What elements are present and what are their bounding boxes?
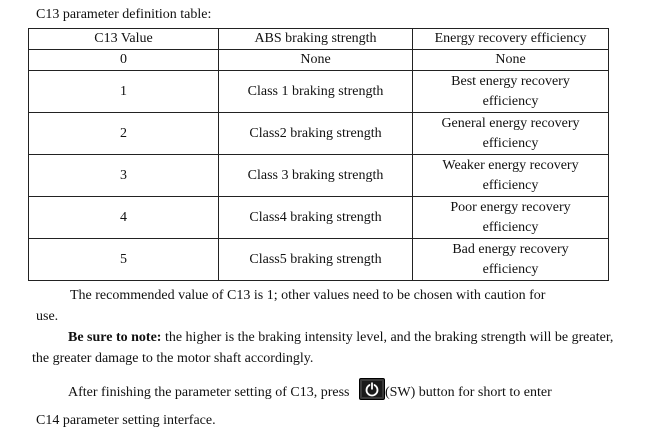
cell-efficiency-line2: efficiency: [482, 93, 539, 109]
cell-efficiency-line1: Best energy recovery: [451, 73, 570, 89]
table-row: [29, 239, 609, 281]
cell-value: 5: [29, 239, 219, 281]
power-button-icon: [359, 378, 385, 400]
instruction-paragraph: [36, 378, 629, 435]
table-header-row: [29, 29, 609, 50]
cell-efficiency: [413, 155, 609, 197]
header-c13-value: C13 Value: [29, 29, 219, 50]
cell-efficiency: [413, 197, 609, 239]
cell-efficiency-line2: efficiency: [482, 219, 539, 235]
recommendation-paragraph: [36, 285, 623, 327]
cell-efficiency: [413, 113, 609, 155]
cell-efficiency: [413, 239, 609, 281]
table-row: [29, 113, 609, 155]
c13-parameter-table: [28, 28, 609, 281]
cell-braking: None: [219, 50, 413, 71]
table-row: [29, 197, 609, 239]
cell-efficiency-line1: Weaker energy recovery: [442, 157, 579, 173]
instruction-text-after: (SW) button for short to enter: [384, 385, 552, 400]
note-paragraph: [32, 327, 629, 369]
cell-efficiency: [413, 50, 609, 71]
cell-efficiency-line1: General energy recovery: [441, 115, 580, 131]
table-row: [29, 155, 609, 197]
note-label: Be sure to note:: [68, 330, 162, 345]
table-caption: C13 parameter definition table:: [36, 7, 212, 22]
cell-efficiency-line1: None: [495, 52, 526, 67]
cell-efficiency-line2: efficiency: [482, 135, 539, 151]
cell-braking: Class 1 braking strength: [219, 71, 413, 113]
cell-efficiency: [413, 71, 609, 113]
cell-value: 1: [29, 71, 219, 113]
recommendation-line2: use.: [36, 309, 59, 324]
header-abs-braking-strength: ABS braking strength: [219, 29, 413, 50]
cell-efficiency-line2: efficiency: [482, 261, 539, 277]
cell-value: 0: [29, 50, 219, 71]
cell-efficiency-line1: Poor energy recovery: [450, 199, 571, 215]
table-row: [29, 71, 609, 113]
table-row: [29, 50, 609, 71]
cell-value: 4: [29, 197, 219, 239]
note-text: the higher is the braking intensity level, and the braking strength will be greater, the greater damage to the motor shaft accordingly.: [32, 330, 614, 366]
cell-braking: Class 3 braking strength: [219, 155, 413, 197]
cell-value: 3: [29, 155, 219, 197]
cell-braking: Class5 braking strength: [219, 239, 413, 281]
recommendation-line1: The recommended value of C13 is 1; other values need to be chosen with caution for: [70, 288, 546, 303]
instruction-line2: C14 parameter setting interface.: [36, 413, 216, 428]
header-energy-recovery-efficiency: Energy recovery efficiency: [413, 29, 609, 50]
instruction-text-before: After finishing the parameter setting of C13, press: [68, 385, 353, 400]
cell-braking: Class4 braking strength: [219, 197, 413, 239]
cell-efficiency-line2: efficiency: [482, 177, 539, 193]
cell-value: 2: [29, 113, 219, 155]
cell-efficiency-line1: Bad energy recovery: [452, 241, 569, 257]
cell-braking: Class2 braking strength: [219, 113, 413, 155]
